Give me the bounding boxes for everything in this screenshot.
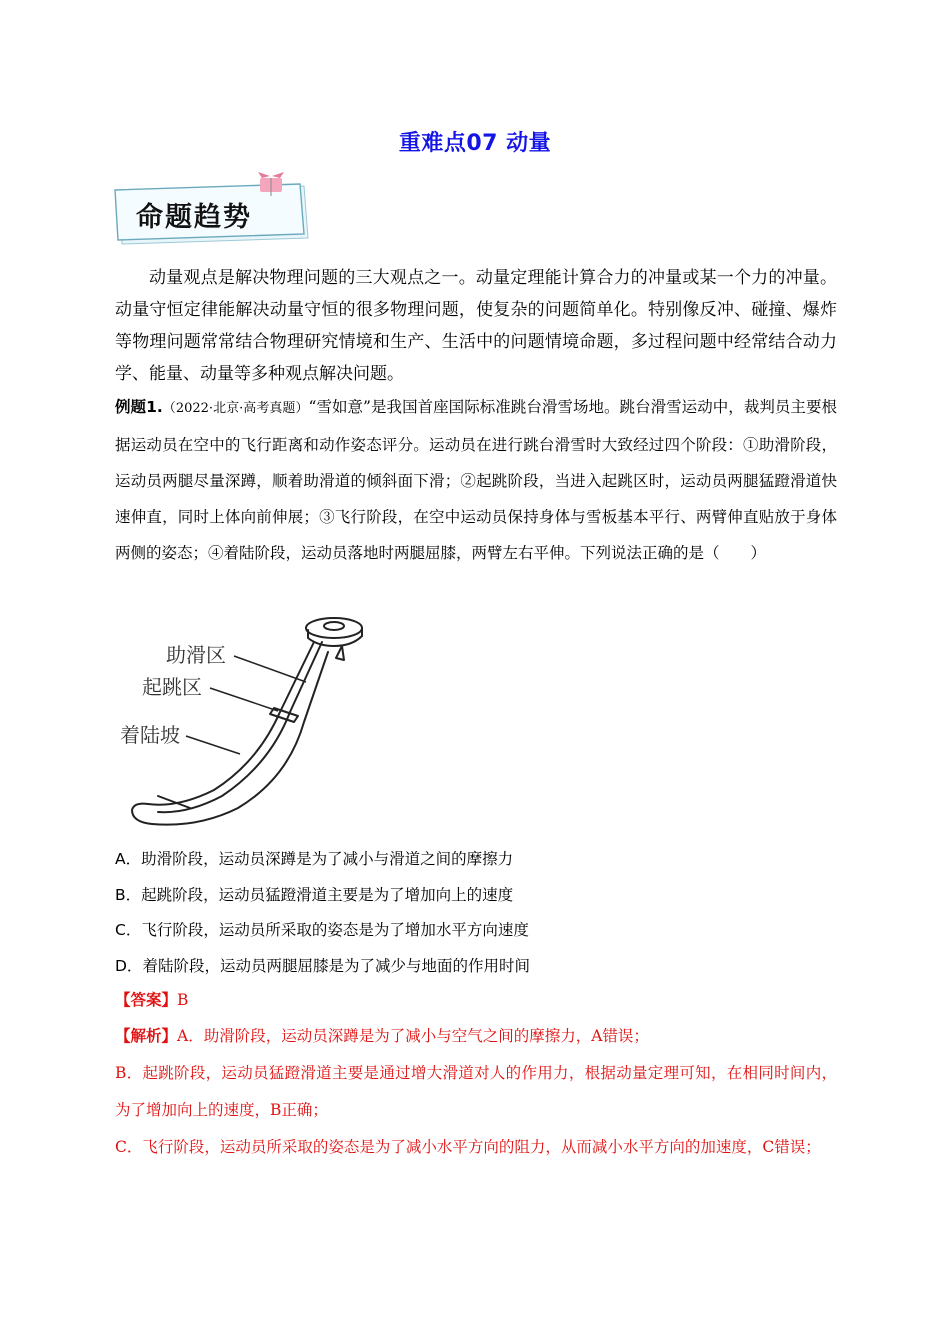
- answer-label: 【答案】: [115, 990, 178, 1009]
- analysis-line-c: C．飞行阶段，运动员所采取的姿态是为了减小水平方向的阻力，从而减小水平方向的加速度，C错误；: [115, 1138, 821, 1156]
- figure-label-landing: 着陆坡: [120, 723, 180, 747]
- option-text: 助滑阶段，运动员深蹲是为了减小与滑道之间的摩擦力: [141, 850, 514, 868]
- option-text: 起跳阶段，运动员猛蹬滑道主要是为了增加向上的速度: [141, 885, 514, 904]
- option-letter: A．: [115, 850, 142, 868]
- question-source: （2022·北京·高考真题）: [162, 401, 309, 416]
- option-letter: C．: [115, 921, 142, 939]
- analysis-label: 【解析】: [115, 1026, 178, 1045]
- figure-label-takeoff: 起跳区: [142, 675, 202, 699]
- option-c: [115, 913, 837, 949]
- analysis-line-b: B．起跳阶段，运动员猛蹬滑道主要是通过增大滑道对人的作用力，根据动量定理可知，在相同时间内，为了增加向上的速度，B正确；: [115, 1064, 837, 1119]
- answer-line: [115, 982, 837, 1018]
- option-letter: D．: [115, 956, 143, 975]
- question-label: 例题1.: [115, 398, 163, 416]
- answer-value: B: [177, 991, 189, 1009]
- analysis-line-a: [115, 1017, 837, 1055]
- option-letter: B．: [115, 885, 142, 904]
- option-d: [115, 949, 837, 985]
- options-list: [115, 842, 837, 984]
- question-block: [115, 389, 837, 571]
- figure-label-run-in: 助滑区: [166, 643, 226, 667]
- option-b: [115, 878, 837, 914]
- ski-jump-figure: [118, 612, 398, 832]
- option-a: [115, 842, 837, 878]
- option-text: 飞行阶段，运动员所采取的姿态是为了增加水平方向速度: [141, 921, 529, 939]
- analysis-text: A．助滑阶段，运动员深蹲是为了减小与空气之间的摩擦力，A错误；: [177, 1027, 649, 1045]
- option-text: 着陆阶段，运动员两腿屈膝是为了减少与地面的作用时间: [142, 956, 530, 975]
- analysis-block: [115, 1017, 837, 1166]
- question-text: “雪如意”是我国首座国际标准跳台滑雪场地。跳台滑雪运动中，裁判员主要根据运动员在空中的飞行距离和动作姿态评分。运动员在进行跳台滑雪时大致经过四个阶段：①助滑阶段，运动员两腿尽量深蹲，顺着助滑道的倾斜面下滑；②起跳阶段，当进入起跳区时，运动员两腿猛蹬滑道快速伸直，同时上体向前伸展；③飞行阶段，在空中运动员保持身体与雪板基本平行、两臂伸直贴放于身体两侧的姿态；④着陆阶段，运动员落地时两腿屈膝，两臂左右平伸。下列说法正确的是（ ）: [115, 398, 837, 562]
- intro-paragraph: 动量观点是解决物理问题的三大观点之一。动量定理能计算合力的冲量或某一个力的冲量。动量守恒定律能解决动量守恒的很多物理问题，使复杂的问题简单化。特别像反冲、碰撞、爆炸等物理问题常常结合物理研究情境和生产、生活中的问题情境命题，多过程问题中经常结合动力学、能量、动量等多种观点解决问题。: [115, 268, 837, 384]
- banner-title: 命题趋势: [136, 202, 252, 233]
- page-title: 重难点07 动量: [398, 131, 552, 156]
